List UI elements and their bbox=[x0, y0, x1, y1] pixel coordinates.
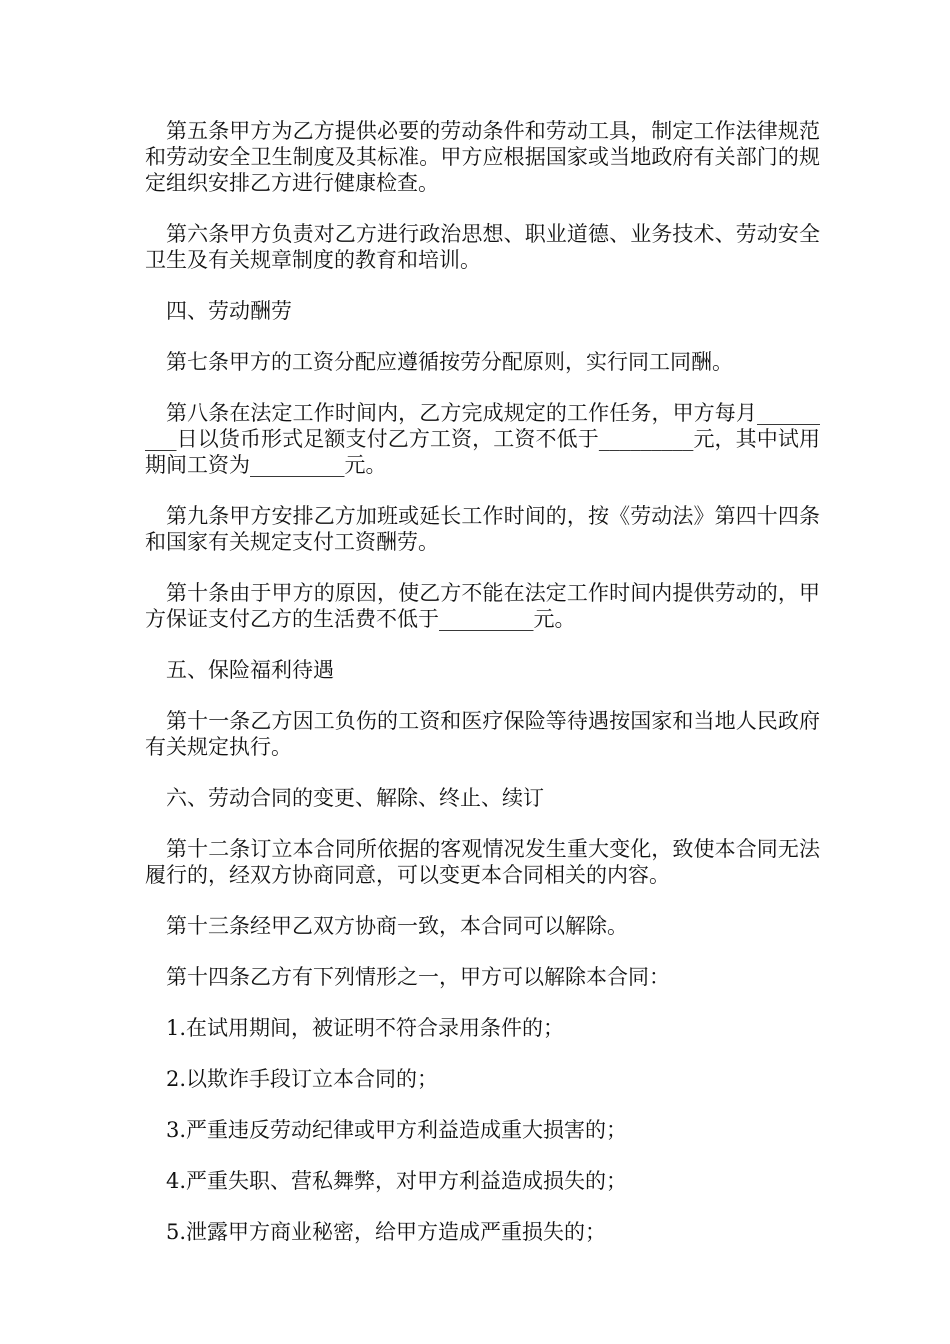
paragraph-article-13: 第十三条经甲乙双方协商一致，本合同可以解除。 bbox=[166, 914, 628, 938]
paragraph-article-5: 第五条甲方为乙方提供必要的劳动条件和劳动工具，制定工作法律规范和劳动安全卫生制度及其标准。甲方应根据国家或当地政府有关部门的规定组织安排乙方进行健康检查。 bbox=[145, 119, 820, 195]
list-item-4: 4.严重失职、营私舞弊，对甲方利益造成损失的； bbox=[166, 1169, 628, 1193]
paragraph-article-14: 第十四条乙方有下列情形之一，甲方可以解除本合同： bbox=[166, 965, 670, 989]
list-item-2: 2.以欺诈手段订立本合同的； bbox=[166, 1067, 439, 1091]
list-item-5: 5.泄露甲方商业秘密，给甲方造成严重损失的； bbox=[166, 1220, 607, 1244]
paragraph-article-8: 第八条在法定工作时间内，乙方完成规定的工作任务，甲方每月_________日以货币形式足额支付乙方工资，工资不低于_________元，其中试用期间工资为_________元。 bbox=[145, 401, 820, 477]
list-item-1: 1.在试用期间，被证明不符合录用条件的； bbox=[166, 1016, 565, 1040]
paragraph-article-11: 第十一条乙方因工负伤的工资和医疗保险等待遇按国家和当地人民政府有关规定执行。 bbox=[145, 709, 820, 759]
paragraph-article-6: 第六条甲方负责对乙方进行政治思想、职业道德、业务技术、劳动安全卫生及有关规章制度的教育和培训。 bbox=[145, 222, 820, 272]
list-item-3: 3.严重违反劳动纪律或甲方利益造成重大损害的； bbox=[166, 1118, 628, 1142]
paragraph-article-10: 第十条由于甲方的原因，使乙方不能在法定工作时间内提供劳动的，甲方保证支付乙方的生活费不低于_________元。 bbox=[145, 581, 820, 631]
document-page bbox=[145, 118, 820, 1270]
section-heading-contract-changes: 六、劳动合同的变更、解除、终止、续订 bbox=[166, 786, 544, 810]
paragraph-article-12: 第十二条订立本合同所依据的客观情况发生重大变化，致使本合同无法履行的，经双方协商同意，可以变更本合同相关的内容。 bbox=[145, 837, 820, 887]
paragraph-article-9: 第九条甲方安排乙方加班或延长工作时间的，按《劳动法》第四十四条和国家有关规定支付工资酬劳。 bbox=[145, 504, 820, 554]
section-heading-remuneration: 四、劳动酬劳 bbox=[166, 299, 292, 323]
paragraph-article-7: 第七条甲方的工资分配应遵循按劳分配原则，实行同工同酬。 bbox=[166, 350, 733, 374]
section-heading-insurance-benefits: 五、保险福利待遇 bbox=[166, 658, 334, 682]
